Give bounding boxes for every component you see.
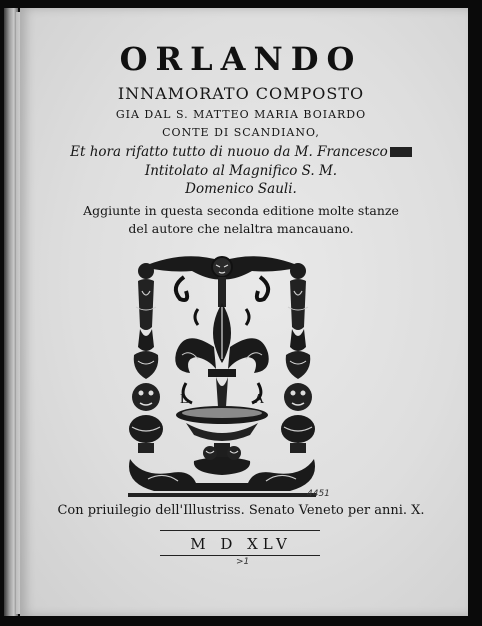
book-subtitle: INNAMORATO COMPOSTO (117, 84, 365, 103)
basin-pedestal (176, 406, 268, 475)
date-rule-bottom (160, 555, 320, 556)
ornament-letter-l: L (180, 392, 189, 407)
privilege-line: Con priuilegio dell'Illustriss. Senato Veneto per anni. X. (57, 503, 425, 518)
addition-line-1: Aggiunte in questa seconda editione molte stanze (83, 203, 399, 218)
author-title-line: CONTE DI SCANDIANO, (162, 126, 320, 139)
author-line: GIA DAL S. MATTEO MARIA BOIARDO (115, 108, 367, 121)
crossed-out-name (390, 147, 412, 157)
right-herm-column (281, 263, 315, 453)
dedicatee-line: Domenico Sauli. (185, 181, 297, 197)
imprint-date: M D XLV (190, 535, 292, 553)
date-rule-top (160, 530, 320, 531)
top-mask-ornament (212, 257, 232, 277)
reviser-line (0, 144, 482, 160)
ornament-letter-a: A (254, 392, 265, 407)
left-herm-column (129, 263, 163, 453)
reviser-text: Et hora rifatto tutto di nuouo da M. Francesco (70, 144, 388, 160)
printer-device-woodcut (124, 247, 320, 499)
handwritten-mark: >1 (236, 557, 250, 567)
book-title: ORLANDO (119, 40, 363, 78)
addition-line-2: del autore che nelaltra mancauano. (128, 221, 354, 236)
dedication-line: Intitolato al Magnifico S. M. (144, 163, 338, 179)
handwritten-number: 4451 (307, 489, 330, 499)
